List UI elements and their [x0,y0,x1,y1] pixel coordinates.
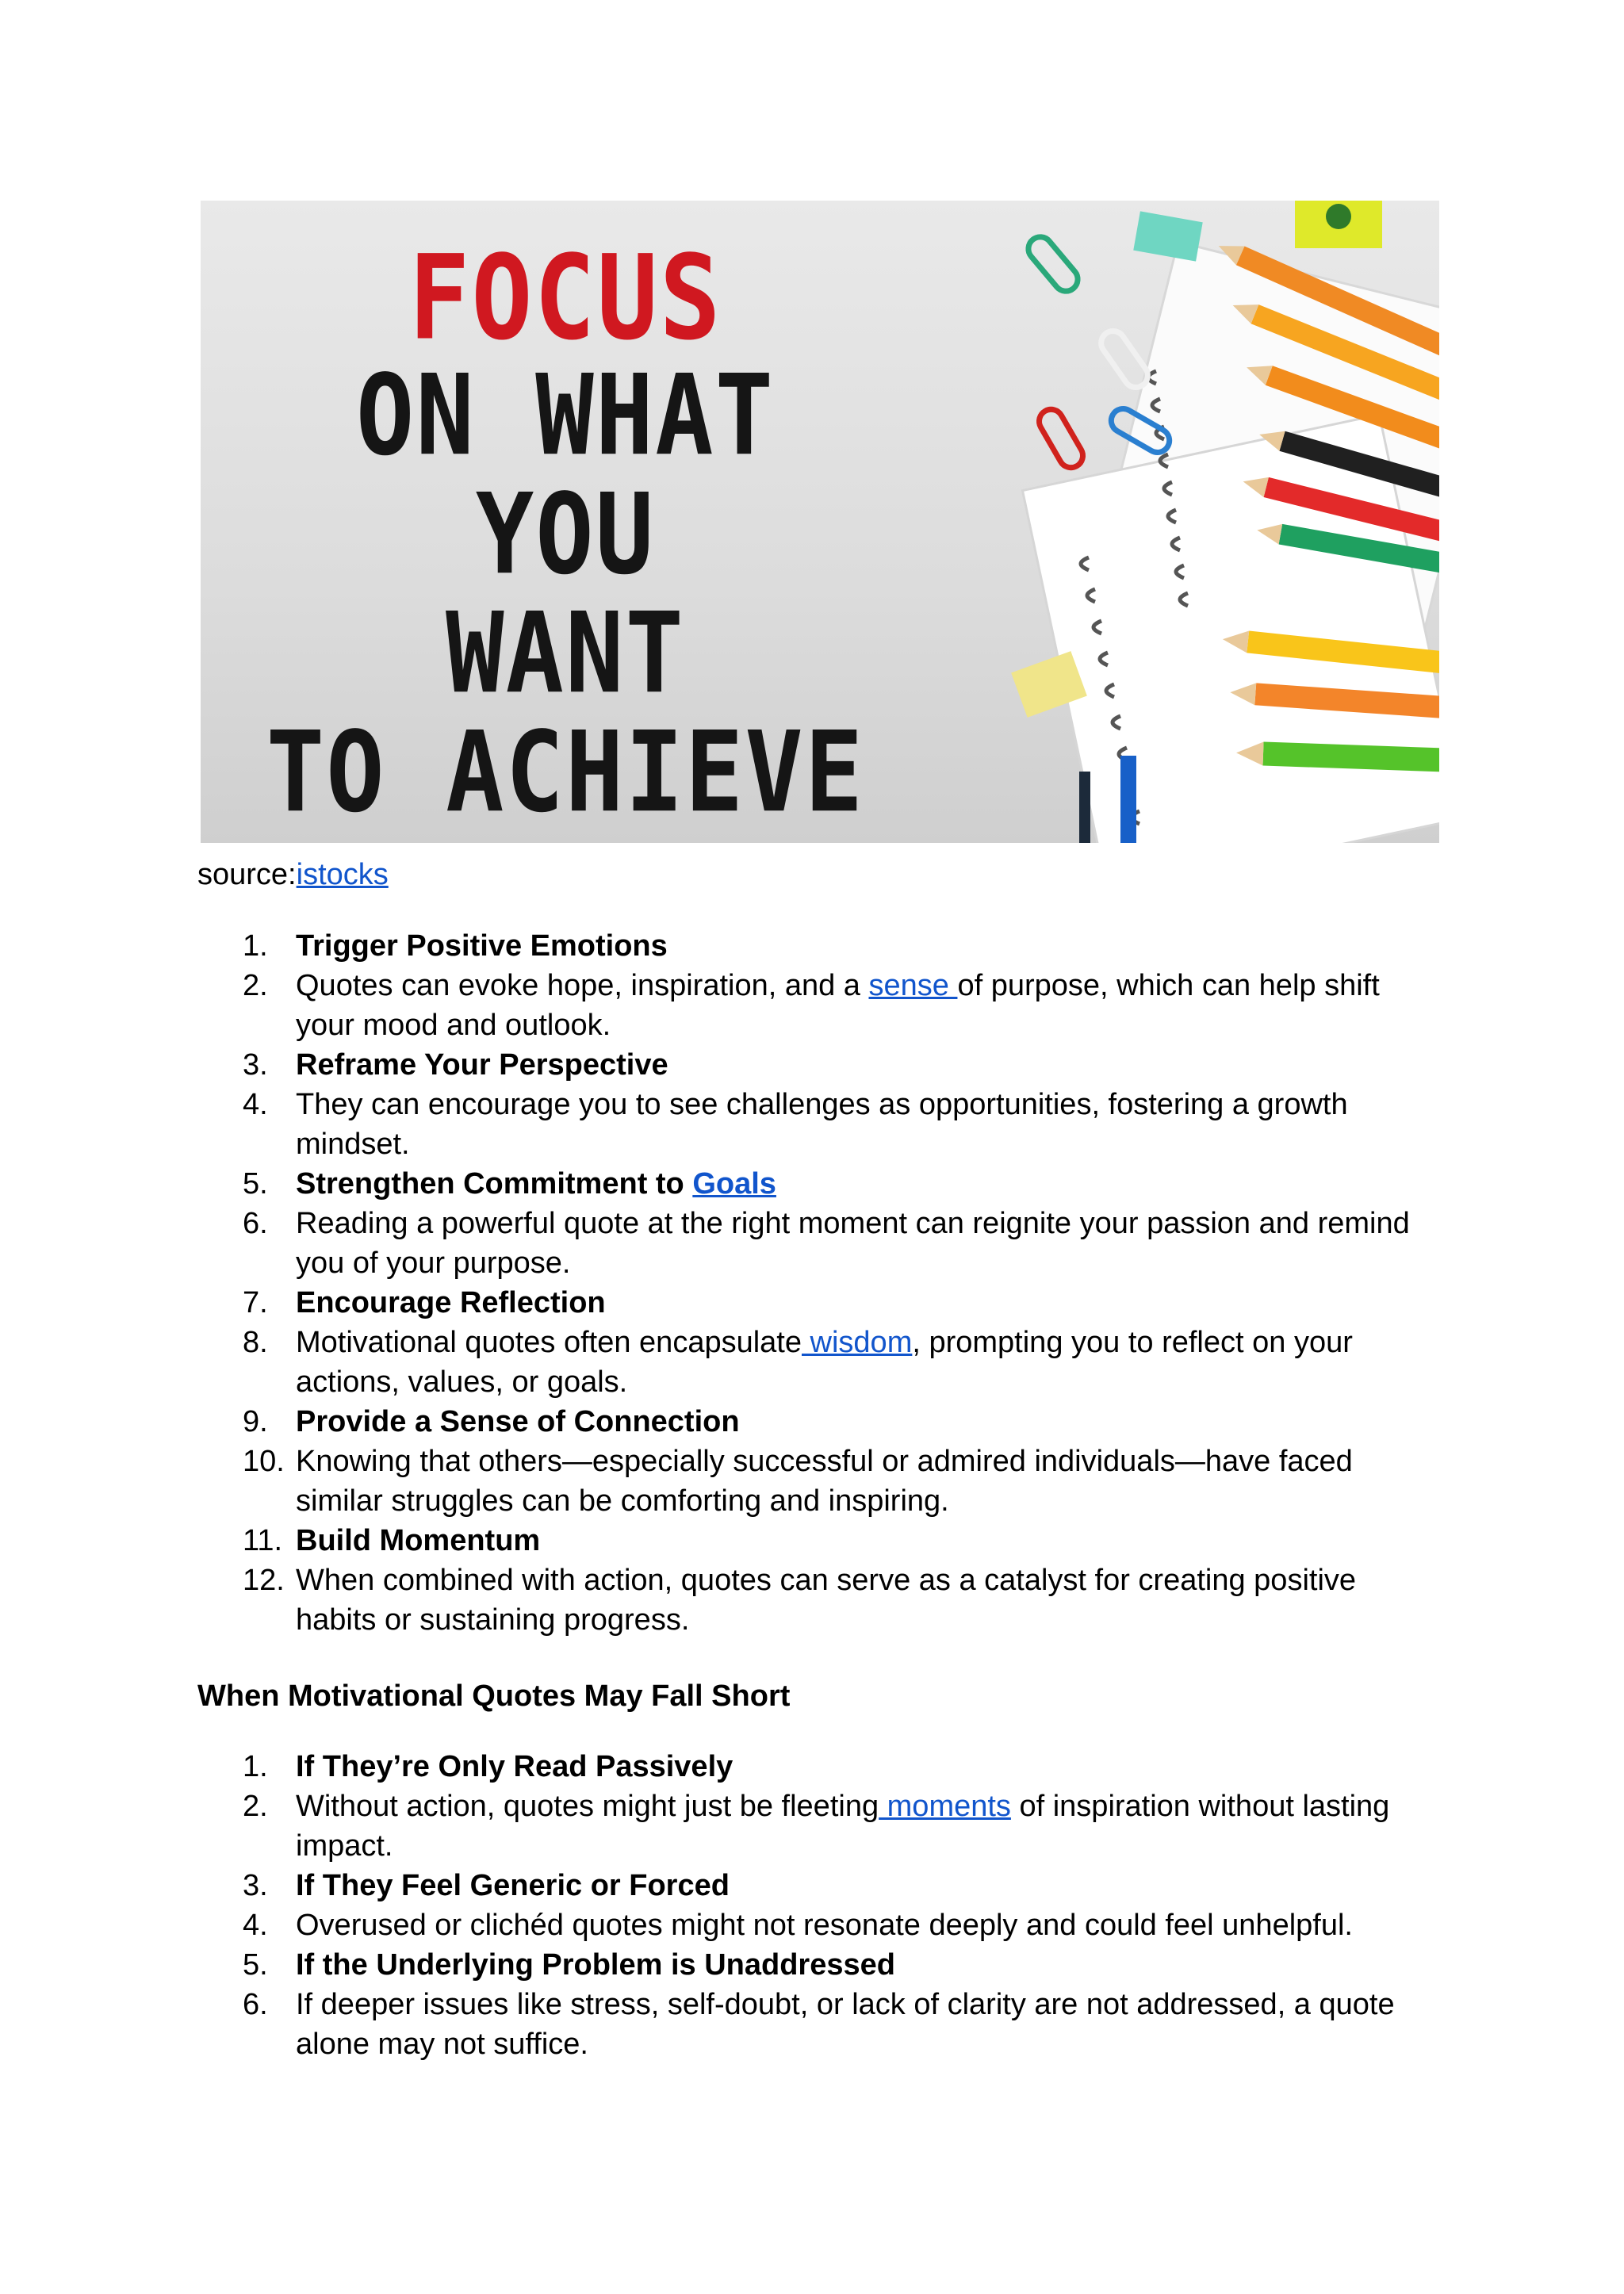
hero-text-line: FOCUS [408,230,722,367]
item-heading: Reframe Your Perspective [296,1048,668,1082]
wisdom-link[interactable]: wisdom [801,1326,913,1359]
istocks-link[interactable]: istocks [296,858,389,891]
item-text: of inspiration without lasting impact. [296,1790,1390,1863]
item-text: If deeper issues like stress, self-doubt, or lack of clarity are not addressed, a quote alone may not suffice. [296,1988,1395,2061]
item-heading: Strengthen Commitment to [296,1167,693,1201]
list-number: 5. [243,1167,268,1201]
hero-text-line: WANT [446,588,685,718]
item-text: , prompting you to reflect on your actions, values, or goals. [296,1326,1353,1399]
list-number: 11. [243,1524,283,1557]
list-item [197,1323,1434,1402]
list-number: 3. [243,1048,268,1082]
item-heading: If They Feel Generic or Forced [296,1869,730,1902]
list-number: 5. [243,1948,268,1982]
list-item [197,926,1434,966]
list-item [197,1045,1434,1085]
list-number: 3. [243,1869,268,1902]
item-text: Quotes can evoke hope, inspiration, and a [296,969,869,1002]
list-item [197,1787,1434,1866]
list-item [197,1747,1434,1787]
hero-text-line: ON WHAT [355,350,776,481]
benefits-list [197,926,1434,1640]
list-number: 7. [243,1286,268,1319]
list-number: 12. [243,1564,285,1597]
hero-text-line: TO ACHIEVE [266,707,865,837]
list-item [197,1866,1434,1905]
list-number: 1. [243,929,268,963]
list-item [197,966,1434,1045]
item-text: Knowing that others—especially successful or admired individuals—have faced similar struggles can be comforting and inspiring. [296,1445,1353,1518]
list-number: 4. [243,1088,268,1121]
caption-prefix: source: [197,858,297,891]
list-item [197,1945,1434,1985]
item-text: When combined with action, quotes can serve as a catalyst for creating positive habits or sustaining progress. [296,1564,1357,1637]
hero-image [201,201,1439,843]
item-text: of purpose, which can help shift your mood and outlook. [296,969,1380,1042]
list-item [197,1442,1434,1521]
list-item [197,1521,1434,1561]
list-item [197,1905,1434,1945]
list-item [197,1402,1434,1442]
item-heading: Encourage Reflection [296,1286,606,1319]
item-text: Motivational quotes often encapsulate [296,1326,802,1359]
list-item [197,1085,1434,1164]
shortcomings-list [197,1747,1434,2064]
list-number: 2. [243,969,268,1002]
moments-link[interactable]: moments [879,1790,1011,1823]
item-heading: Provide a Sense of Connection [296,1405,740,1438]
list-number: 10. [243,1445,285,1478]
list-item [197,1283,1434,1323]
item-text: They can encourage you to see challenges as opportunities, fostering a growth mindset. [296,1088,1348,1161]
item-heading: Trigger Positive Emotions [296,929,668,963]
list-number: 9. [243,1405,268,1438]
list-item [197,1561,1434,1640]
item-text: Without action, quotes might just be fleeting [296,1790,879,1823]
item-heading: If the Underlying Problem is Unaddressed [296,1948,895,1982]
list-number: 6. [243,1988,268,2021]
list-number: 6. [243,1207,268,1240]
sense-link[interactable]: sense [868,969,958,1002]
list-item [197,1985,1434,2064]
list-number: 4. [243,1909,268,1942]
list-item [197,1204,1434,1283]
hero-text-line: YOU [475,469,656,599]
list-item [197,1164,1434,1204]
list-number: 8. [243,1326,268,1359]
section-heading: When Motivational Quotes May Fall Short [197,1679,791,1713]
item-text: Overused or clichéd quotes might not resonate deeply and could feel unhelpful. [296,1909,1353,1942]
list-number: 2. [243,1790,268,1823]
list-number: 1. [243,1750,268,1783]
item-text: Reading a powerful quote at the right moment can reignite your passion and remind you of your purpose. [296,1207,1410,1280]
image-caption [197,855,389,894]
goals-link[interactable]: Goals [692,1167,776,1201]
item-heading: Build Momentum [296,1524,541,1557]
item-heading: If They’re Only Read Passively [296,1750,733,1783]
